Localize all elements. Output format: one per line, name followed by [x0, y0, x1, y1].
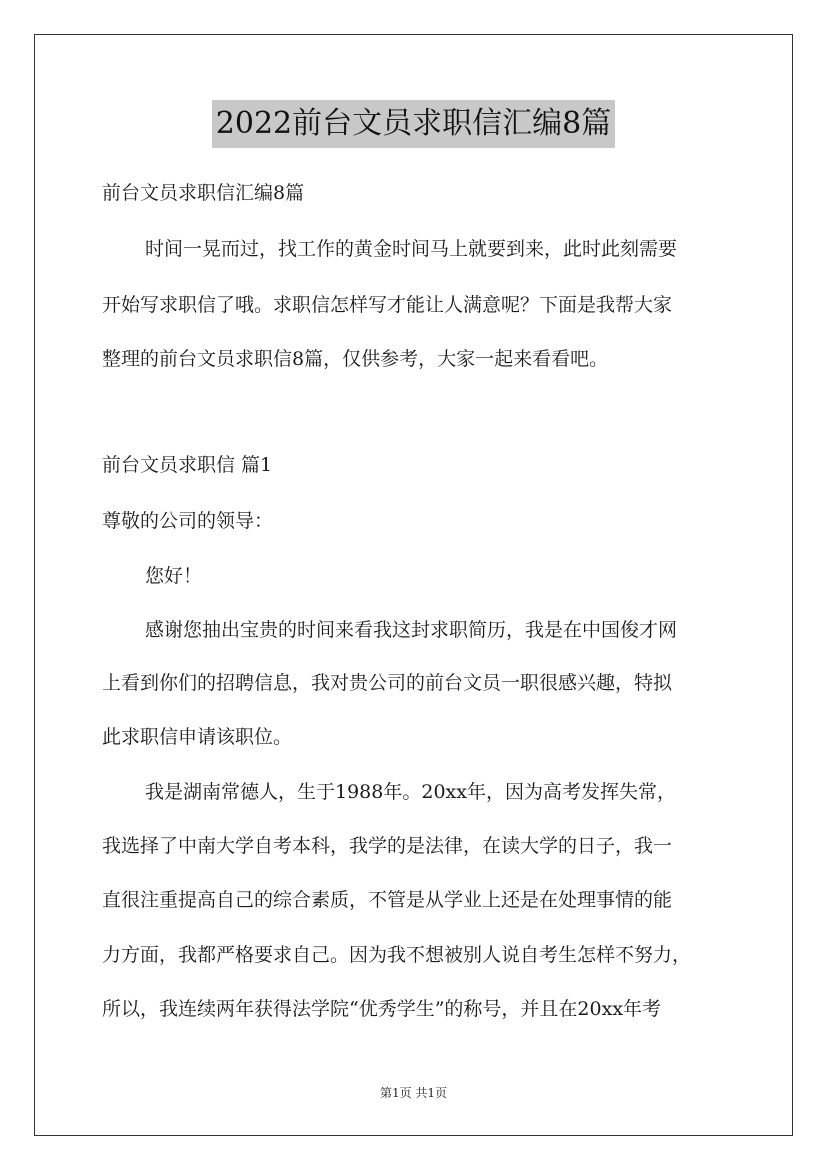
paragraph1-line-1: 感谢您抽出宝贵的时间来看我这封求职简历，我是在中国俊才网	[145, 619, 678, 641]
page-number-footer: 第1页 共1页	[379, 1086, 448, 1100]
document-title: 2022前台文员求职信汇编8篇	[212, 100, 615, 148]
document-subtitle: 前台文员求职信汇编8篇	[102, 182, 305, 204]
paragraph1-line-2: 上看到你们的招聘信息，我对贵公司的前台文员一职很感兴趣，特拟	[102, 672, 673, 694]
title-container	[0, 100, 827, 148]
intro-line-3: 整理的前台文员求职信8篇，仅供参考，大家一起来看看吧。	[102, 348, 609, 370]
intro-line-2: 开始写求职信了哦。求职信怎样写才能让人满意呢？下面是我帮大家	[102, 294, 673, 316]
paragraph2-line-5: 所以，我连续两年获得法学院“优秀学生”的称号，并且在20xx年考	[102, 998, 662, 1020]
greeting: 您好！	[145, 565, 203, 587]
section-heading: 前台文员求职信 篇1	[102, 454, 273, 476]
paragraph2-line-1: 我是湖南常德人，生于1988年。20xx年，因为高考发挥失常，	[145, 781, 676, 803]
paragraph1-line-3: 此求职信申请该职位。	[102, 726, 293, 748]
salutation: 尊敬的公司的领导：	[102, 510, 274, 532]
paragraph2-line-4: 力方面，我都严格要求自己。因为我不想被别人说自考生怎样不努力，	[102, 944, 692, 966]
intro-line-1: 时间一晃而过，找工作的黄金时间马上就要到来，此时此刻需要	[145, 238, 678, 260]
paragraph2-line-3: 直很注重提高自己的综合素质，不管是从学业上还是在处理事情的能	[102, 889, 673, 911]
paragraph2-line-2: 我选择了中南大学自考本科，我学的是法律，在读大学的日子，我一	[102, 835, 673, 857]
